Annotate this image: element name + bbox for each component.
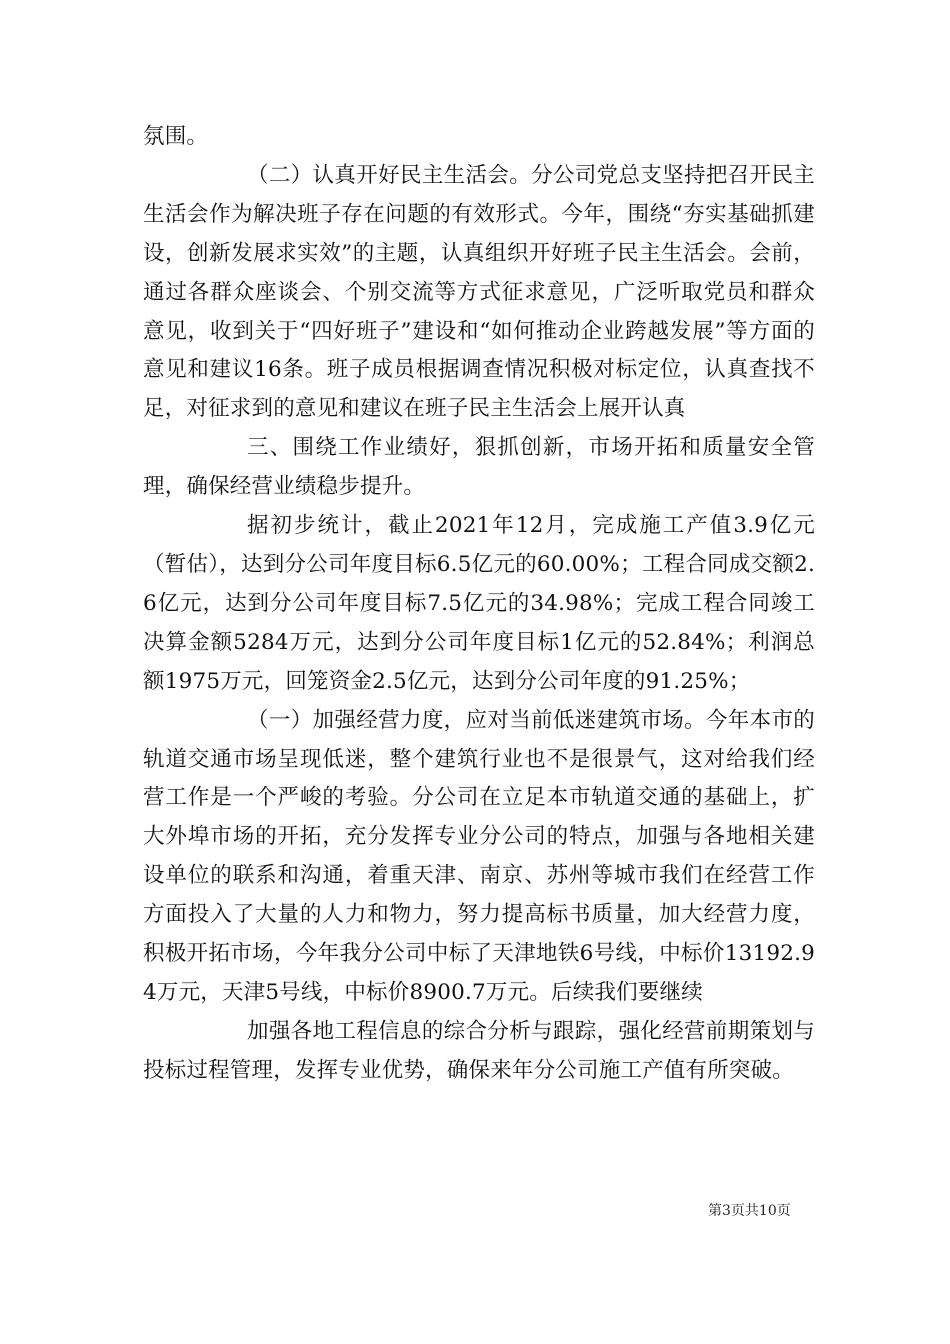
paragraph-democratic-meeting: （二）认真开好民主生活会。分公司党总支坚持把召开民主生活会作为解决班子存在问题的有效形式。今年，围绕“夯实基础抓建设，创新发展求实效”的主题，认真组织开好班子民主生活会。会前，通过各群众座谈会、个别交流等方式征求意见，广泛听取党员和群众意见，收到关于“四好班子”建设和“如何推动企业跨越发展”等方面的意见和建议16条。班子成员根据调查情况积极对标定位，认真查找不足，对征求到的意见和建议在班子民主生活会上展开认真 — [143, 162, 815, 422]
paragraph-future-work: 加强各地工程信息的综合分析与跟踪，强化经营前期策划与投标过程管理，发挥专业优势，确保来年分公司施工产值有所突破。 — [143, 1018, 815, 1083]
paragraph-section-three-heading: 三、围绕工作业绩好，狠抓创新，市场开拓和质量安全管理，确保经营业绩稳步提升。 — [143, 435, 815, 500]
paragraph-statistics: 据初步统计，截止2021年12月，完成施工产值3.9亿元（暂估），达到分公司年度目标6.5亿元的60.00%；工程合同成交额2.6亿元，达到分公司年度目标7.5亿元的34.98%；完成工程合同竣工决算金额5284万元，达到分公司年度目标1亿元的52.84%；利润总额1975万元，回笼资金2.5亿元，达到分公司年度的91.25%； — [143, 513, 815, 694]
paragraph-continuation: 氛围。 — [143, 124, 209, 149]
paragraph-business-strength: （一）加强经营力度，应对当前低迷建筑市场。今年本市的轨道交通市场呈现低迷，整个建筑行业也不是很景气，这对给我们经营工作是一个严峻的考验。分公司在立足本市轨道交通的基础上，扩大外埠市场的开拓，充分发挥专业分公司的特点，加强与各地相关建设单位的联系和沟通，着重天津、南京、苏州等城市我们在经营工作方面投入了大量的人力和物力，努力提高标书质量，加大经营力度，积极开拓市场，今年我分公司中标了天津地铁6号线，中标价13192.94万元，天津5号线，中标价8900.7万元。后续我们要继续 — [143, 707, 815, 1005]
document-body — [143, 118, 815, 1091]
page-number-footer: 第3页共10页 — [708, 1203, 791, 1219]
